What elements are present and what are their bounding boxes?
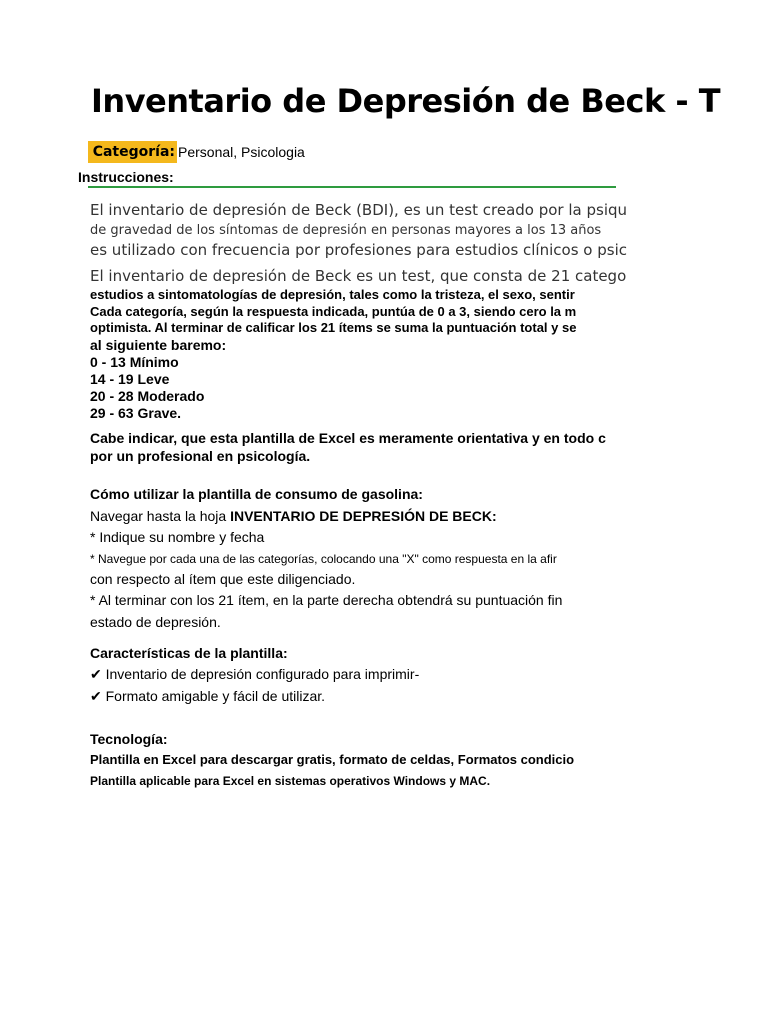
feature-item: ✔ Formato amigable y fácil de utilizar. [90,688,326,704]
technology-line-1: Plantilla en Excel para descargar gratis, formato de celdas, Formatos condicio [90,752,575,767]
usage-step-2-line-2: con respecto al ítem que este diligenciado. [90,571,356,587]
disclaimer-line-1: Cabe indicar, que esta plantilla de Excel es meramente orientativa y en todo c [90,430,606,446]
category-label: Categoría: [92,144,175,160]
desc-line-5: al siguiente baremo: [90,337,227,353]
scale-item: 14 - 19 Leve [90,371,170,387]
scale-item: 29 - 63 Grave. [90,405,182,421]
feature-item: ✔ Inventario de depresión configurado para imprimir- [90,666,420,682]
desc-line-1: El inventario de depresión de Beck es un test, que consta de 21 catego [90,267,627,285]
heading-divider [88,186,616,188]
usage-nav-prefix: Navegar hasta la hoja [90,508,231,524]
category-label-cell [88,141,177,163]
technology-heading: Tecnología: [90,731,168,747]
usage-step-1: * Indique su nombre y fecha [90,529,265,545]
usage-nav-sheet: INVENTARIO DE DEPRESIÓN DE BECK: [230,508,497,524]
technology-line-2: Plantilla aplicable para Excel en sistemas operativos Windows y MAC. [90,774,491,788]
usage-nav-line [90,508,497,524]
instructions-heading: Instrucciones: [78,169,174,185]
intro-line-3: es utilizado con frecuencia por profesiones para estudios clínicos o psic [90,241,627,259]
desc-line-3: Cada categoría, según la respuesta indicada, puntúa de 0 a 3, siendo cero la m [90,304,577,319]
scale-item: 0 - 13 Mínimo [90,354,179,370]
usage-step-3-line-2: estado de depresión. [90,614,221,630]
category-value: Personal, Psicologia [178,144,305,160]
intro-line-1: El inventario de depresión de Beck (BDI), es un test creado por la psiqu [90,201,628,219]
desc-line-2: estudios a sintomatologías de depresión, tales como la tristeza, el sexo, sentir [90,287,575,302]
usage-step-2-line-1: * Navegue por cada una de las categorías, colocando una "X" como respuesta en la afir [90,552,557,566]
features-heading: Características de la plantilla: [90,645,288,661]
desc-line-4: optimista. Al terminar de calificar los 21 ítems se suma la puntuación total y se [90,320,577,335]
page-title: Inventario de Depresión de Beck - T [91,82,721,120]
usage-step-3-line-1: * Al terminar con los 21 ítem, en la parte derecha obtendrá su puntuación fin [90,592,563,608]
intro-line-2: de gravedad de los síntomas de depresión en personas mayores a los 13 años [90,223,602,238]
disclaimer-line-2: por un profesional en psicología. [90,448,311,464]
scale-item: 20 - 28 Moderado [90,388,205,404]
usage-heading: Cómo utilizar la plantilla de consumo de gasolina: [90,486,423,502]
